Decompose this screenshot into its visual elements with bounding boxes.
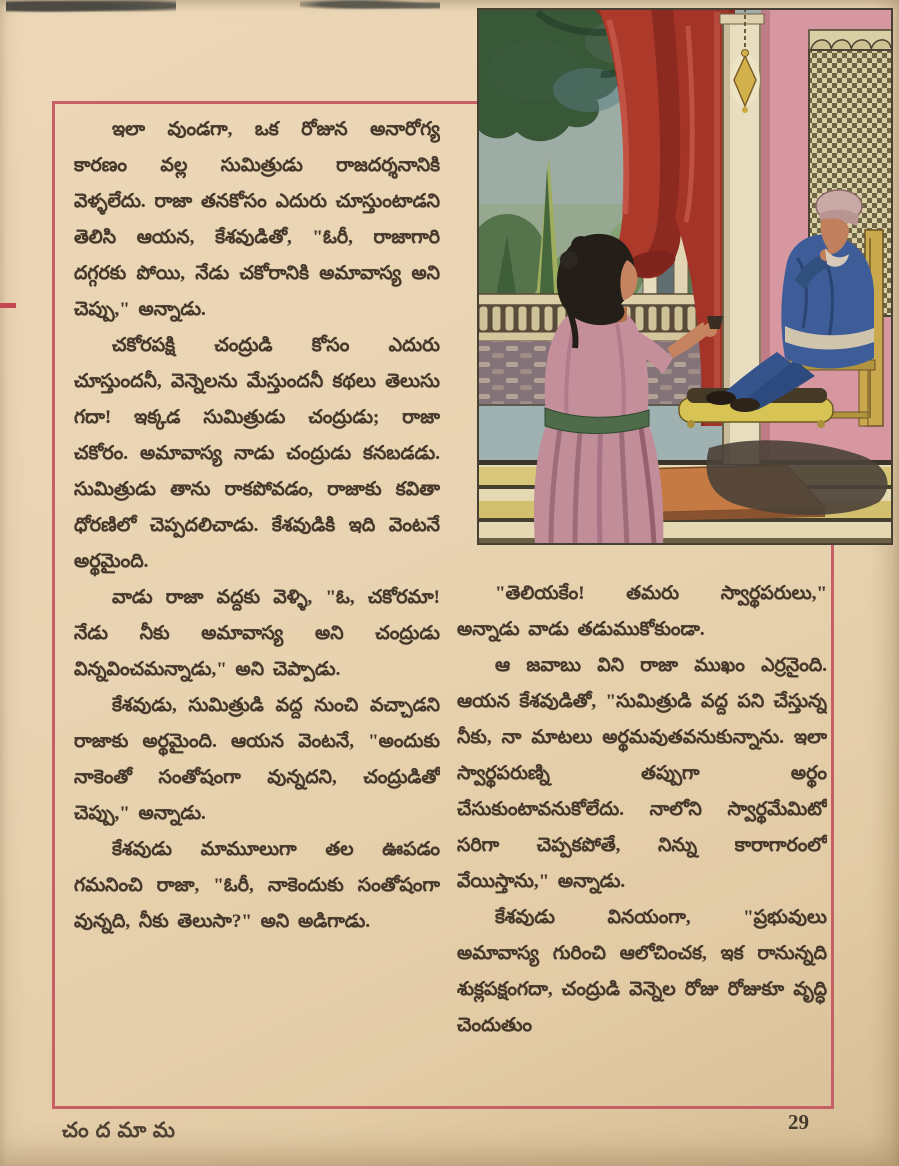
magazine-title: చందమామ xyxy=(62,1118,182,1142)
story-paragraph: కేశవుడు వినయంగా, "ప్రభువులు అమావాస్య గురించి ఆలోచించక, ఇక రానున్నది శుక్లపక్షంగదా, చంద్రుడి వెన్నెల రోజు రోజుకూ వృద్ధి చెందుతుం xyxy=(457,907,827,1036)
print-registration-mark xyxy=(0,303,16,308)
left-text-column xyxy=(74,112,440,1106)
scan-smudge xyxy=(300,0,440,11)
scan-smudge xyxy=(6,0,176,14)
story-paragraph: కేశవుడు మామూలుగా తల ఊపడం గమనించి రాజా, "ఓరీ, నాకెందుకు సంతోషంగా వున్నది, నీకు తెలుసా?" అని అడిగాడు. xyxy=(74,839,440,932)
story-paragraph: "తెలియకేం! తమరు స్వార్థపరులు," అన్నాడు వాడు తడుముకోకుండా. xyxy=(457,583,827,640)
right-text-column xyxy=(457,576,827,1106)
story-paragraph: కేశవుడు, సుమిత్రుడి వద్ద నుంచి వచ్చాడని రాజాకు అర్థమైంది. ఆయన వెంటనే, "అందుకు నాకెంతో సంతోషంగా వున్నదని, చంద్రుడితో చెప్పు," అన్నాడు. xyxy=(74,695,440,824)
story-paragraph: వాడు రాజా వద్దకు వెళ్ళి, "ఓ, చకోరమా! నేడు నీకు అమావాస్య అని చంద్రుడు విన్నవించమన్నాడు," అని చెప్పాడు. xyxy=(74,587,440,680)
story-paragraph: ఇలా వుండగా, ఒక రోజున అనారోగ్య కారణం వల్ల సుమిత్రుడు రాజదర్శనానికి వెళ్ళలేదు. రాజా తనకోసం ఎదురు చూస్తుంటాడని తెలిసి ఆయన, కేశవుడితో, "ఓరీ, రాజాగారి దగ్గరకు పోయి, నేడు చకోరానికి అమావాస్య అని చెప్పు," అన్నాడు. xyxy=(74,119,440,320)
page-number: 29 xyxy=(788,1110,809,1134)
story-illustration xyxy=(477,8,893,545)
story-paragraph: చకోరపక్షి చంద్రుడి కోసం ఎదురు చూస్తుందనీ, వెన్నెలను మేస్తుందనీ కథలు తెలుసు గదా! ఇక్కడ సుమిత్రుడు చంద్రుడు; రాజా చకోరం. అమావాస్య నాడు చంద్రుడు కనబడడు. సుమిత్రుడు తాను రాకపోవడం, రాజాకు కవితా ధోరణిలో చెప్పదలిచాడు. కేశవుడికి ఇది వెంటనే అర్థమైంది. xyxy=(74,335,440,572)
story-paragraph: ఆ జవాబు విని రాజా ముఖం ఎర్రనైంది. ఆయన కేశవుడితో, "సుమిత్రుడి వద్ద పని చేస్తున్న నీకు, నా మాటలు అర్థమవుతవనుకున్నాను. ఇలా స్వార్థపరుణ్ని తప్పుగా అర్థం చేసుకుంటావనుకోలేదు. నాలోని స్వార్థమేమిటో సరిగా చెప్పకపోతే, నిన్ను కారాగారంలో వేయిస్తాను," అన్నాడు. xyxy=(457,655,827,892)
